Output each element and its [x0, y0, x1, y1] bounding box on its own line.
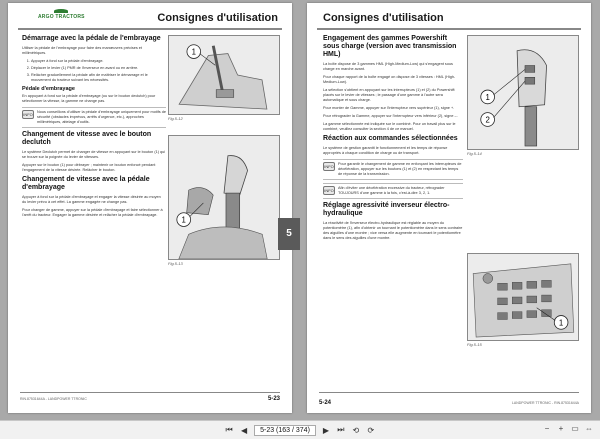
page-number: 5-23: [267, 396, 280, 402]
powershift-lever-illustration: [468, 36, 578, 149]
figure-powershift-lever: [467, 35, 579, 150]
zoom-out-icon[interactable]: −: [544, 424, 550, 433]
figure-clutch-pedal: [168, 35, 280, 115]
paragraph: La réactivité de l'inverseur électro-hydraulique est réglable au moyen du potentiomètre (1), afin d'obtenir un tournant le potentiomètre dans le sens contraire des aiguilles d'une montre ; vice versa elle augmente en tournant le potentiomètre dans le sens des aiguilles d'une montre.: [323, 221, 463, 240]
next-page-icon[interactable]: ▶: [322, 425, 329, 435]
info-book-icon: INFO: [324, 164, 334, 169]
last-page-icon[interactable]: ⏭: [337, 425, 345, 434]
paragraph: Pour changer de gamme, appuyer sur la pédale d'embrayage et faire sélectionner à l'arrêt du tracteur. Engager la gamme désirée et relâcher la pédale d'embrayage.: [22, 208, 163, 217]
footer-doc-ref: RIN.87531644A - LANDPOWER TTRONIC: [20, 397, 87, 401]
page-title: Consignes d'utilisation: [323, 12, 444, 24]
figure-caption: Fig.5-12: [168, 116, 183, 121]
fit-width-icon[interactable]: ⇔: [585, 424, 593, 433]
figure-caption: Fig.5-15: [467, 342, 482, 347]
figure-caption: Fig.5-13: [168, 261, 183, 266]
section-heading: Changement de vitesse avec la pédale d'embrayage: [22, 176, 150, 191]
paragraph: Pour rétrograder la Gamme, appuyer sur l'interrupteur vers inférieur (2), signe –.: [323, 114, 458, 118]
zoom-controls: [542, 424, 594, 433]
section-heading: Engagement des gammes Powershift sous charge (version avec transmission HML): [323, 35, 457, 58]
right-text-column: [323, 35, 463, 244]
switch-panel-illustration: [468, 254, 578, 340]
paragraph: Appuyer à fond sur la pédale d'embrayage et engager la vitesse désirée au moyen du levier prévu à cet effet. La gamme engagée ne change pas.: [22, 195, 161, 204]
figure-switch-panel: [467, 253, 579, 341]
list-item: 3. Relâcher graduellement la pédale afin de maîtriser le démarrage et le mouvement du tracteur suivant les nécessités.: [31, 73, 166, 83]
footer-rule: [319, 392, 579, 393]
page-number-field[interactable]: 5-23 (163 / 374): [254, 425, 316, 436]
first-page-icon[interactable]: ⏮: [225, 425, 233, 434]
paragraph: La sélection s'obtient en appuyant sur les interrupteurs (1) et (2) du Powershift placés sur le levier de vitesses ; le passage d'une gamme à l'autre sera automatique et sous charge.: [323, 88, 455, 102]
note-text: Pour garantir le changement de gamme en enfonçant les interrupteurs de décélération, appuyer sur les boutons (1) et (2) en respectant les temps de réponse de la transmission.: [338, 162, 462, 176]
subheading: Pédale d'embrayage: [22, 86, 75, 92]
paragraph: Pour chaque rapport de la boîte engagé on dispose de 3 vitesses : HML (High-Medium-Low).: [323, 75, 456, 84]
figure-gear-lever: [168, 135, 280, 260]
note-text: Nous conseillons d'utiliser la pédale d'embrayage uniquement pour motifs de sécurité (obstacles imprévus, arrêts d'urgence, etc.), approches millimétriques, attelage d'outils.: [37, 110, 166, 124]
page-title: Consignes d'utilisation: [157, 12, 278, 24]
chapter-tab: 5: [278, 218, 300, 250]
info-note: [323, 183, 463, 199]
paragraph: En appuyant à fond sur la pédale d'embrayage (ou sur le bouton declutch) pour sélectionner la vitesse, la gamme ne change pas.: [22, 94, 156, 103]
callout-label: 1: [558, 318, 564, 328]
info-book-icon: INFO: [324, 188, 334, 193]
section-heading: Démarrage avec la pédale de l'embrayage: [22, 35, 161, 42]
gear-lever-illustration: [169, 136, 279, 259]
footer-doc-ref: LANDPOWER TTRONIC - RIN.87531644A: [511, 401, 579, 405]
callout-label: 1: [181, 215, 186, 225]
forward-icon[interactable]: ⟳: [367, 425, 375, 435]
section-heading: Réaction aux commandes sélectionnées: [323, 135, 458, 142]
header-rule: [18, 28, 282, 30]
paragraph: La gamme sélectionnée est indiquée sur le combiné. Pour un travail plus sur le combiné, veuillez consulter la section 4 de ce manuel.: [323, 122, 456, 131]
paragraph: Pour monter de Gamme, appuyer sur l'interrupteur vers supérieur (1), signe +.: [323, 106, 455, 110]
header-rule: [317, 28, 581, 30]
back-icon[interactable]: ⟲: [352, 425, 360, 435]
list-item: 1. Appuyer à fond sur la pédale d'embrayage.: [31, 59, 166, 64]
paragraph: Utiliser la pédale de l'embrayage pour faire des manœuvres précises et millimétriques.: [22, 46, 142, 55]
footer-rule: [20, 392, 280, 393]
fit-page-icon[interactable]: ▭: [571, 424, 579, 433]
info-book-icon: INFO: [23, 112, 33, 117]
paragraph: Appuyer sur le bouton (1) pour débrayer ; maintenir ce bouton enfoncé pendant l'engagement de la vitesse désirée. Relâcher le bouton.: [22, 163, 156, 172]
info-note: [323, 159, 463, 180]
list-item: 2. Déplacer le levier (1) PMR de l'inverseur en avant ou en arrière.: [31, 66, 166, 71]
left-text-column: [22, 35, 166, 221]
note-text: Afin d'éviter une décélération excessive du tracteur, rétrograder TOUJOURS d'une gamme à la fois, c'est-à-dire 3, 2, 1.: [338, 186, 445, 195]
left-page: [8, 3, 292, 413]
info-note: [22, 107, 166, 128]
section-heading: Réglage agressivité inverseur électro-hydraulique: [323, 202, 450, 217]
paragraph: Le système de gestion garantit le fonctionnement et les temps de réponse appropriés à chaque condition de charge ou de transport.: [323, 146, 448, 155]
clutch-pedal-illustration: [169, 36, 279, 114]
callout-label: 1: [191, 47, 196, 57]
steps-list: [31, 59, 166, 83]
page-footer: [20, 397, 280, 401]
callout-label-1: 1: [485, 92, 490, 102]
paragraph: La boîte dispose de 3 gammes HML (High-Medium-Low) qui s'engagent sous charge en marche avant.: [323, 62, 453, 71]
figure-caption: Fig.5-14: [467, 151, 482, 156]
argo-logo: [38, 9, 85, 20]
logo-text: ARGO TRACTORS: [38, 14, 85, 20]
previous-page-icon[interactable]: ◀: [241, 425, 248, 435]
page-number: 5-24: [319, 400, 332, 406]
callout-label-2: 2: [485, 115, 490, 125]
paragraph: Le système Declutch permet de changer de vitesse en appuyant sur le bouton (1) qui se trouve sur la poignée du levier de vitesses.: [22, 150, 166, 159]
right-page: [307, 3, 591, 413]
viewer-toolbar: [0, 420, 600, 439]
zoom-in-icon[interactable]: +: [558, 424, 564, 433]
section-heading: Changement de vitesse avec le bouton declutch: [22, 131, 152, 146]
